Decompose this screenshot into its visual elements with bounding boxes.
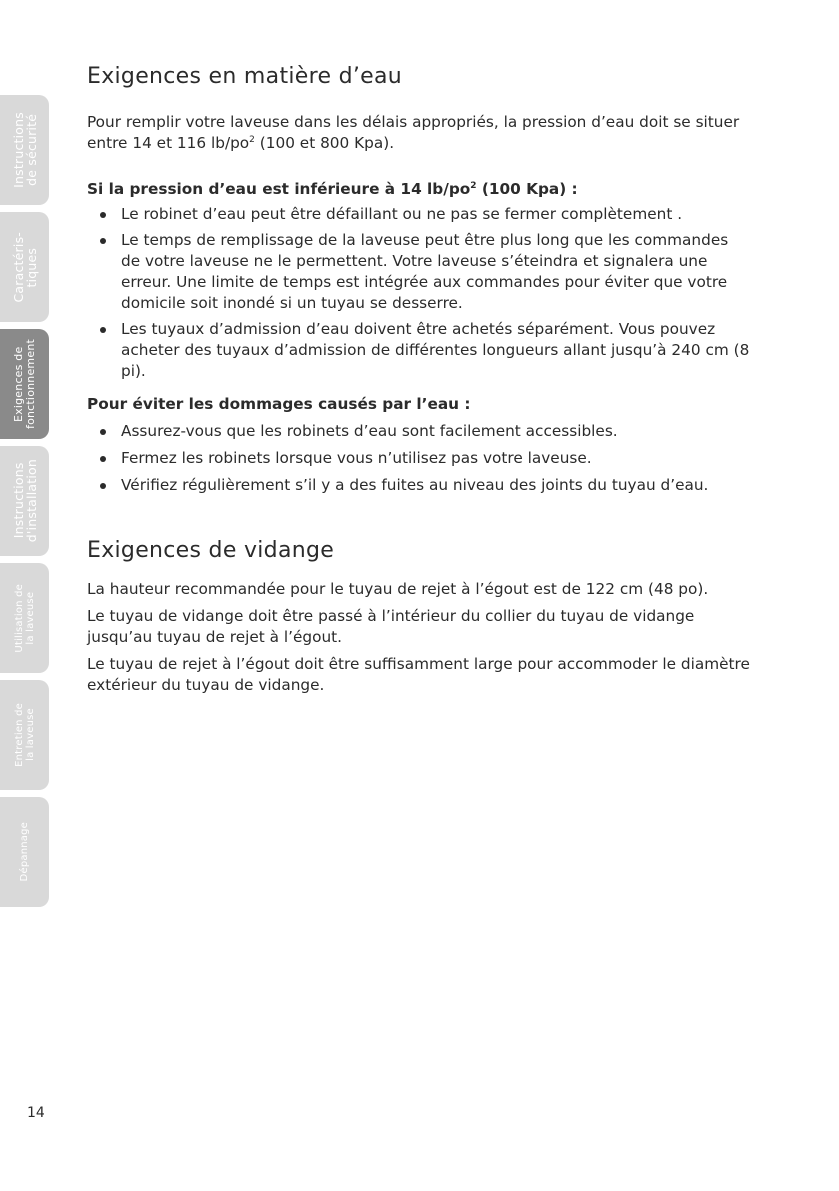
water-damage-list <box>87 421 752 496</box>
drain-requirements-title: Exigences de vidange <box>87 538 335 563</box>
tab-safety[interactable] <box>0 95 49 205</box>
tab-using-washer[interactable] <box>0 563 49 673</box>
superscript: 2 <box>470 180 477 191</box>
list-item: Vérifiez régulièrement s’il y a des fuites au niveau des joints du tuyau d’eau. <box>87 475 752 496</box>
tab-label: Entretien de la laveuse <box>13 703 36 767</box>
low-pressure-heading-end: (100 Kpa) : <box>476 180 578 198</box>
list-item: Le temps de remplissage de la laveuse peut être plus long que les commandes de votre laveuse ne le permettent. Votre laveuse s’éteindra et signalera une erreur. Une limite de temps est intégrée aux commandes pour éviter que votre domicile soit inondé si un tuyau se desserre. <box>87 230 752 314</box>
water-intro-text: Pour remplir votre laveuse dans les délais appropriés, la pression d’eau doit se situer entre 14 et 116 lb/po <box>87 113 740 152</box>
list-item: Assurez-vous que les robinets d’eau sont facilement accessibles. <box>87 421 752 442</box>
tab-label: Exigences de fonctionnement <box>11 339 37 429</box>
low-pressure-heading <box>87 179 752 200</box>
list-item: Fermez les robinets lorsque vous n’utilisez pas votre laveuse. <box>87 448 752 469</box>
tab-installation[interactable] <box>0 446 49 556</box>
drain-paragraph: La hauteur recommandée pour le tuyau de rejet à l’égout est de 122 cm (48 po). <box>87 580 709 598</box>
page-number: 14 <box>27 1105 45 1121</box>
water-intro-text-end: (100 et 800 Kpa). <box>254 134 395 152</box>
list-item: Les tuyaux d’admission d’eau doivent être achetés séparément. Vous pouvez acheter des tuyaux d’admission de différentes longueurs allant jusqu’à 240 cm (8 pi). <box>87 319 752 382</box>
tab-troubleshooting[interactable] <box>0 797 49 907</box>
page-content <box>87 60 752 696</box>
tab-label: Instructions de sécurité <box>10 112 39 188</box>
water-requirements-title: Exigences en matière d’eau <box>87 64 403 89</box>
tab-washer-care[interactable] <box>0 680 49 790</box>
water-damage-heading: Pour éviter les dommages causés par l’eau : <box>87 395 471 413</box>
tab-features[interactable] <box>0 212 49 322</box>
tab-operating-requirements[interactable] <box>0 329 49 439</box>
low-pressure-list <box>87 204 752 382</box>
water-intro <box>87 112 752 154</box>
tab-label: Dépannage <box>19 822 30 882</box>
low-pressure-heading-text: Si la pression d’eau est inférieure à 14 lb/po <box>87 180 471 198</box>
superscript: 2 <box>249 134 255 145</box>
tab-label: Instructions d'installation <box>10 459 39 543</box>
drain-paragraph: Le tuyau de rejet à l’égout doit être suffisamment large pour accommoder le diamètre extérieur du tuyau de vidange. <box>87 655 750 694</box>
tab-label: Utilisation de la laveuse <box>13 583 36 653</box>
drain-paragraph: Le tuyau de vidange doit être passé à l’intérieur du collier du tuyau de vidange jusqu’au tuyau de rejet à l’égout. <box>87 607 695 646</box>
list-item: Le robinet d’eau peut être défaillant ou ne pas se fermer complètement . <box>87 204 752 225</box>
tab-label: Caractéris- tiques <box>10 231 39 303</box>
